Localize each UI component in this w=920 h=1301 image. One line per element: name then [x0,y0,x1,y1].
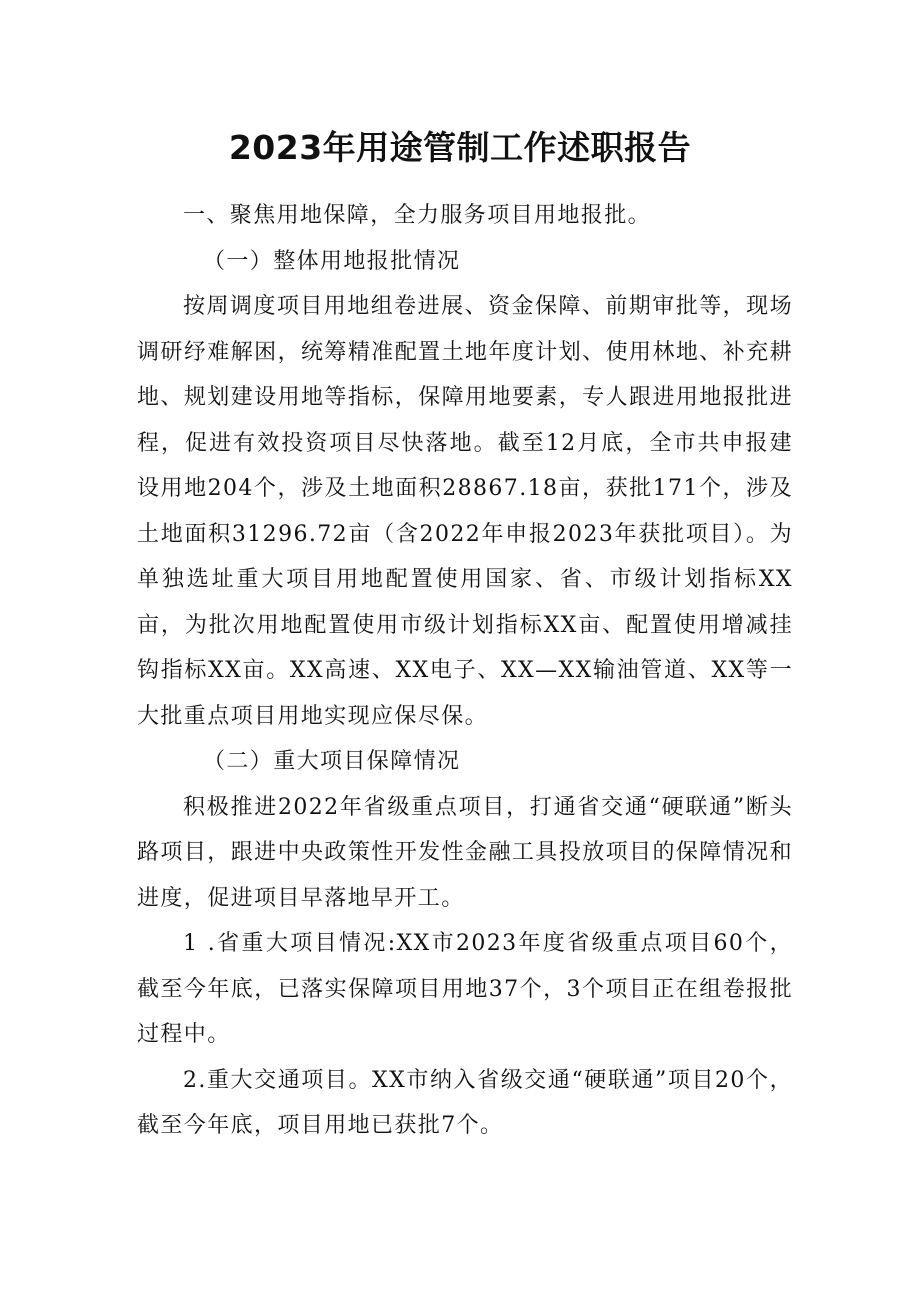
body-paragraph: 2.重大交通项目。XX市纳入省级交通“硬联通”项目20个，截至今年底，项目用地已获批7个。 [137,1067,793,1138]
document-title: 2023年用途管制工作述职报告 [228,128,692,167]
document-body [137,193,793,1149]
subsection-heading: （二）重大项目保障情况 [203,749,461,774]
body-paragraph: 1 .省重大项目情况:XX市2023年度省级重点项目60个，截至今年底，已落实保障项目用地37个，3个项目正在组卷报批过程中。 [137,931,793,1047]
body-paragraph: 积极推进2022年省级重点项目，打通省交通“硬联通”断头路项目，跟进中央政策性开发性金融工具投放项目的保障情况和进度，促进项目早落地早开工。 [137,794,793,911]
body-paragraph: 按周调度项目用地组卷进展、资金保障、前期审批等，现场调研纾难解困，统筹精准配置土地年度计划、使用林地、补充耕地、规划建设用地等指标，保障用地要素，专人跟进用地报批进程，促进有效投资项目尽快落地。截至12月底，全市共申报建设用地204个，涉及土地面积28867.18亩，获批171个，涉及土地面积31296.72亩（含2022年申报2023年获批项目）。为单独选址重大项目用地配置使用国家、省、市级计划指标XX亩，为批次用地配置使用市级计划指标XX亩、配置使用增减挂钩指标XX亩。XX高速、XX电子、XX—XX输油管道、XX等一大批重点项目用地实现应保尽保。 [137,294,793,729]
subsection-heading: （一）整体用地报批情况 [203,248,461,274]
section-heading: 一、聚焦用地保障，全力服务项目用地报批。 [183,203,652,228]
